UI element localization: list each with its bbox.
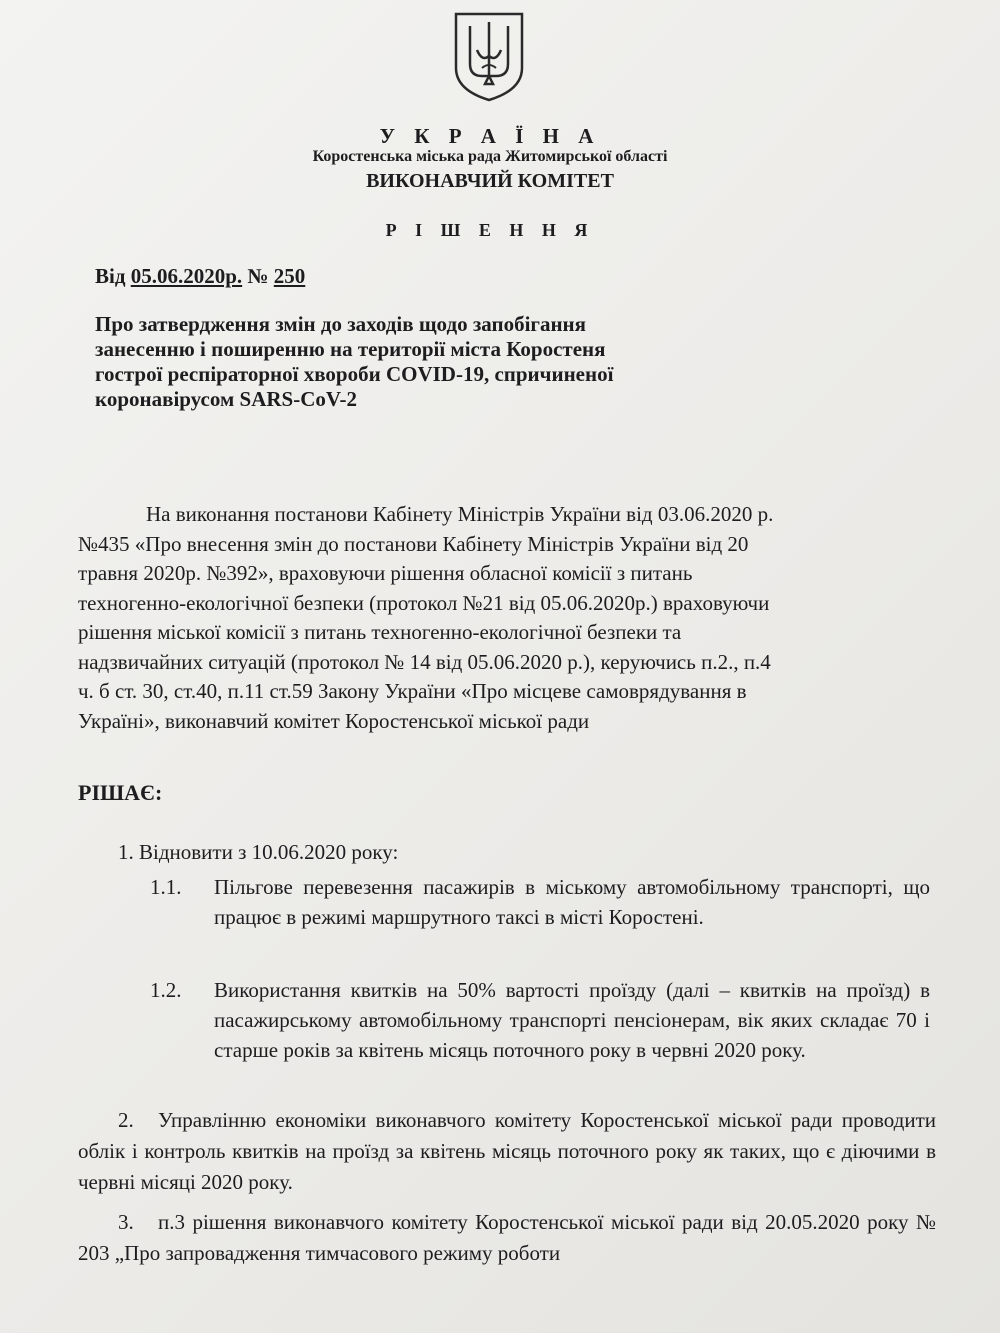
preamble: [78, 500, 936, 736]
item-number: 1.: [118, 840, 134, 864]
title-line: Про затвердження змін до заходів щодо запобігання: [95, 312, 587, 336]
title-line: гострої респіраторної хвороби COVID-19, спричиненої: [95, 362, 614, 386]
dateline: [95, 264, 305, 289]
preamble-line: №435 «Про внесення змін до постанови Кабінету Міністрів України від 20: [78, 531, 749, 556]
title-line: занесенню і поширенню на території міста Коростеня: [95, 337, 606, 361]
preamble-line: На виконання постанови Кабінету Міністрів України від 03.06.2020 р.: [146, 502, 774, 526]
decision-number: 250: [273, 264, 306, 288]
item-text: Управлінню економіки виконавчого комітету Коростенської міської ради проводити облік і контроль квитків на проїзд за квітень місяць поточного року як таких, що є діючими в червні місяці 2020 року.: [78, 1108, 936, 1194]
item-number: 2.: [118, 1108, 134, 1132]
sub-item-text: Пільгове перевезення пасажирів в міському автомобільному транспорті, що працює в режимі маршрутного таксі в місті Коростені.: [214, 875, 930, 929]
sub-item-number: 1.1.: [150, 875, 182, 899]
item-2: [78, 1105, 936, 1198]
document-title: [95, 312, 750, 412]
title-line: коронавірусом SARS-CoV-2: [95, 387, 357, 411]
preamble-line: Україні», виконавчий комітет Коростенської міської ради: [78, 708, 590, 733]
sub-item-number: 1.2.: [150, 978, 182, 1002]
preamble-line: техногенно-екологічної безпеки (протокол №21 від 05.06.2020р.) враховуючи: [78, 590, 770, 615]
committee-name: ВИКОНАВЧИЙ КОМІТЕТ: [366, 170, 614, 192]
item-text: п.3 рішення виконавчого комітету Коростенської міської ради від 20.05.2020 року № 203 „Про запровадження тимчасового режиму роботи: [78, 1210, 936, 1265]
number-label: №: [247, 264, 269, 288]
preamble-line: надзвичайних ситуацій (протокол № 14 від 05.06.2020 р.), керуючись п.2., п.4: [78, 649, 771, 674]
preamble-line: ч. б ст. 30, ст.40, п.11 ст.59 Закону України «Про місцеве самоврядування в: [78, 679, 747, 703]
item-3: [78, 1207, 936, 1269]
resolves-heading: РІШАЄ:: [78, 780, 163, 805]
sub-item-1-1: [150, 872, 930, 932]
item-text: Відновити з 10.06.2020 року:: [139, 840, 399, 864]
country-heading: У К Р А Ї Н А: [379, 124, 601, 148]
item-1: [118, 840, 398, 865]
council-name: Коростенська міська рада Житомирської області: [312, 148, 668, 165]
item-number: 3.: [118, 1210, 134, 1234]
sub-item-1-2: [150, 975, 930, 1065]
preamble-line: травня 2020р. №392», враховуючи рішення обласної комісії з питань: [78, 561, 693, 585]
sub-item-text: Використання квитків на 50% вартості проїзду (далі – квитків на проїзд) в пасажирському автомобільному транспорті пенсіонерам, вік яких складає 70 і старше років за квітень місяць поточного року в червні 2020 року.: [214, 978, 930, 1062]
decision-date: 05.06.2020р.: [130, 264, 243, 288]
date-prefix: Від: [95, 264, 126, 288]
preamble-line: рішення міської комісії з питань техногенно-екологічної безпеки та: [78, 620, 682, 644]
document-type: Р І Ш Е Н Н Я: [385, 220, 595, 240]
coat-of-arms-icon: [452, 10, 526, 102]
